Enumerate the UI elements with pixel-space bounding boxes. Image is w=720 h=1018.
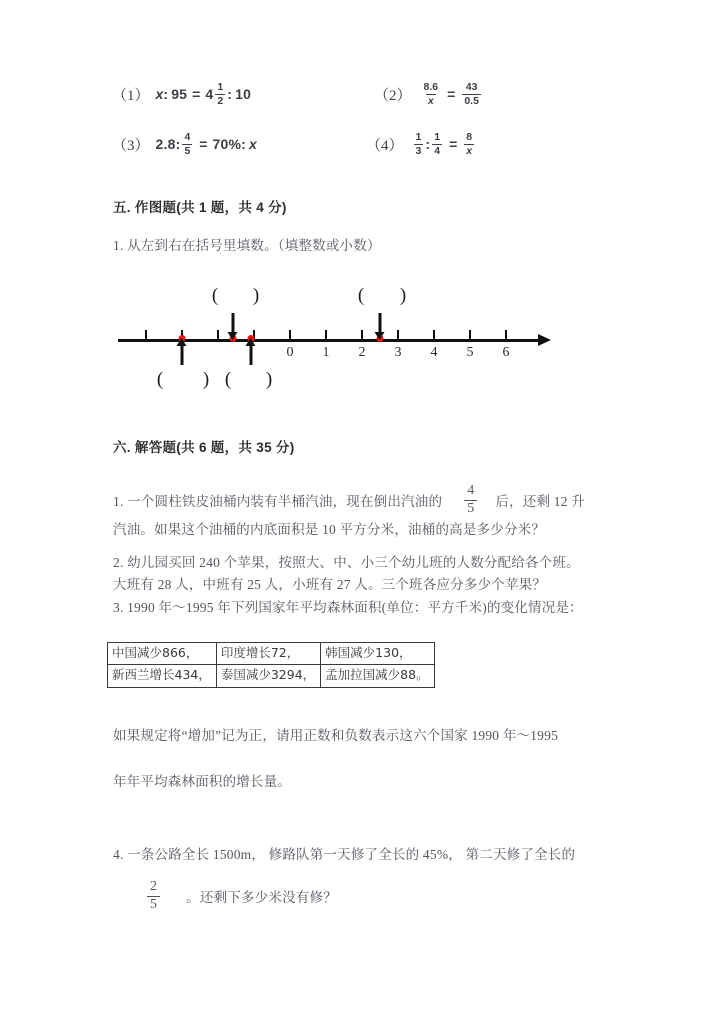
section-six-heading: 六. 解答题(共 6 题，共 35 分) (113, 440, 295, 455)
table-cell-china-text: 中国减少866， (112, 645, 199, 660)
section-six-q1-fraction (464, 484, 477, 516)
section-six-q1-fraction-denominator: 5 (464, 500, 477, 517)
equation-3-variable: x (248, 136, 257, 152)
equation-1-value-95: 95 (171, 86, 188, 102)
number-line-tick (397, 330, 399, 340)
number-line-label-0: 0 (286, 345, 294, 360)
number-line-blank-c-open[interactable]: ( (224, 369, 232, 390)
number-line-blank-a-open[interactable]: ( (156, 369, 164, 390)
forest-area-table (107, 642, 435, 688)
number-line-label-5: 5 (466, 345, 474, 360)
equation-4 (366, 132, 476, 156)
section-six-q2-line-1: 2. 幼儿园买回 240 个苹果，按照大、中、小三个幼儿班的人数分配给各个班。 (113, 555, 580, 570)
table-row (108, 665, 435, 687)
equation-row-2 (112, 122, 612, 166)
number-line-arrow-down-d-icon (379, 313, 382, 333)
table-cell-new-zealand (108, 665, 217, 687)
equation-4-equals: = (449, 136, 458, 152)
equation-3-percent: 70%: (212, 136, 246, 152)
table-cell-china (108, 643, 217, 665)
equation-4-fraction-2 (432, 132, 442, 156)
equation-3 (112, 132, 322, 156)
equation-2-left-numerator: 8.6 (423, 81, 439, 93)
number-line-blank-a-close[interactable]: ) (202, 369, 210, 390)
equation-1-fraction-denominator: 2 (217, 94, 224, 107)
table-cell-korea-text: 韩国减少130， (325, 645, 412, 660)
section-six-q3-after-line-2: 年年平均森林面积的增长量。 (113, 774, 292, 789)
equation-4-f1-denominator: 3 (415, 144, 422, 157)
number-line-blank-b-close[interactable]: ) (252, 285, 260, 306)
equation-4-fraction-3 (464, 132, 474, 156)
number-line-label-1: 1 (322, 345, 330, 360)
number-line-label-3: 3 (394, 345, 402, 360)
table-cell-korea (321, 643, 434, 665)
equation-1-whole: 4 (205, 86, 214, 102)
section-six-q1-line-1 (113, 484, 585, 516)
equation-1-label: （1） (112, 87, 150, 104)
equation-2-fraction-right (462, 82, 481, 106)
equation-3-value-28: 2.8: (155, 136, 181, 152)
number-line-blank-d-close[interactable]: ) (399, 285, 407, 306)
number-line-arrow-up-c-icon (250, 345, 253, 365)
section-six-q4-line-2 (143, 880, 337, 912)
number-line-tick (325, 330, 327, 340)
section-five-question-1: 1. 从左到右在括号里填数。（填整数或小数） (113, 238, 381, 253)
number-line-label-4: 4 (430, 345, 438, 360)
equation-2 (374, 82, 483, 106)
table-cell-bangladesh (321, 665, 434, 687)
section-six-q4-fraction-numerator: 2 (150, 879, 158, 894)
section-six-q4-fraction (147, 880, 160, 912)
table-row (108, 643, 435, 665)
equation-1-fraction (215, 82, 225, 106)
equation-2-equals: = (447, 86, 456, 102)
equation-2-label: （2） (374, 87, 412, 104)
section-six-q1-line-1-b: 后，还剩 12 升 (495, 494, 585, 510)
equation-1-equals: = (192, 86, 201, 102)
table-cell-bangladesh-text: 孟加拉国减少88。 (325, 667, 429, 683)
equation-1-fraction-numerator: 1 (217, 81, 224, 93)
section-six-q1-fraction-numerator: 4 (467, 483, 475, 498)
equation-1-value-10: 10 (235, 86, 252, 102)
table-cell-india-text: 印度增长72， (220, 645, 300, 660)
equation-3-fraction-denominator: 5 (184, 144, 191, 157)
equation-1-variable: x (155, 86, 164, 102)
equation-1-colon-2: : (227, 86, 233, 102)
equation-4-f3-numerator: 8 (466, 131, 473, 143)
section-six-q1-line-1-a: 1. 一个圆柱铁皮油桶内装有半桶汽油，现在倒出汽油的 (113, 494, 443, 510)
equation-3-fraction-numerator: 4 (184, 131, 191, 143)
table-cell-thailand (216, 665, 320, 687)
equation-3-fraction (182, 132, 192, 156)
equation-2-fraction-left (422, 82, 441, 106)
equation-1 (112, 82, 322, 106)
number-line-tick (217, 330, 219, 340)
number-line-tick (469, 330, 471, 340)
number-line-tick (433, 330, 435, 340)
number-line-tick (145, 330, 147, 340)
equation-row-1 (112, 72, 612, 116)
equation-4-label: （4） (366, 137, 404, 154)
number-line-figure (118, 285, 568, 395)
equation-4-f2-denominator: 4 (434, 144, 441, 157)
section-six-q4-fraction-denominator: 5 (147, 896, 160, 913)
number-line-arrow-down-b-icon (232, 313, 235, 333)
number-line-tick (361, 330, 363, 340)
number-line-tick (289, 330, 291, 340)
equation-4-f2-numerator: 1 (434, 131, 441, 143)
number-line-tick (505, 330, 507, 340)
section-six-q4-line-1: 4. 一条公路全长 1500m， 修路队第一天修了全长的 45%， 第二天修了全长的 (113, 847, 576, 862)
equation-4-colon: : (425, 136, 431, 152)
number-line-arrow-up-a-icon (181, 345, 184, 365)
equation-3-label: （3） (112, 137, 150, 154)
number-line-label-2: 2 (358, 345, 366, 360)
equation-4-fraction-1 (414, 132, 424, 156)
number-line-blank-b-open[interactable]: ( (211, 285, 219, 306)
section-six-q2-line-2: 大班有 28 人，中班有 25 人，小班有 27 人。三个班各应分多少个苹果？ (113, 577, 547, 592)
section-five-heading: 五. 作图题(共 1 题，共 4 分) (113, 200, 287, 215)
section-six-q3-after-line-1: 如果规定将“增加”记为正，请用正数和负数表示这六个国家 1990 年～1995 (113, 728, 559, 743)
table-cell-india (216, 643, 320, 665)
table-cell-thailand-text: 泰国减少3294， (220, 667, 316, 683)
equation-1-colon-1: : (163, 86, 169, 102)
equation-2-right-denominator: 0.5 (464, 94, 479, 107)
number-line-arrowhead-icon (538, 334, 551, 346)
equation-2-left-denominator: x (427, 94, 434, 107)
section-six-q3-line-1: 3. 1990 年～1995 年下列国家年平均森林面积(单位：平方千米)的变化情况是： (113, 600, 583, 615)
table-cell-new-zealand-text: 新西兰增长434， (112, 667, 211, 683)
equation-2-right-numerator: 43 (465, 81, 478, 93)
number-line-label-6: 6 (502, 345, 510, 360)
number-line-blank-c-close[interactable]: ) (265, 369, 273, 390)
equation-4-f3-denominator: x (466, 144, 473, 157)
number-line-blank-d-open[interactable]: ( (357, 285, 365, 306)
equation-4-f1-numerator: 1 (415, 131, 422, 143)
section-six-q4-line-2-tail: 。还剩下多少米没有修？ (186, 890, 337, 906)
section-six-q1-line-2: 汽油。如果这个油桶的内底面积是 10 平方分米，油桶的高是多少分米？ (113, 522, 546, 537)
equation-3-equals: = (199, 136, 208, 152)
